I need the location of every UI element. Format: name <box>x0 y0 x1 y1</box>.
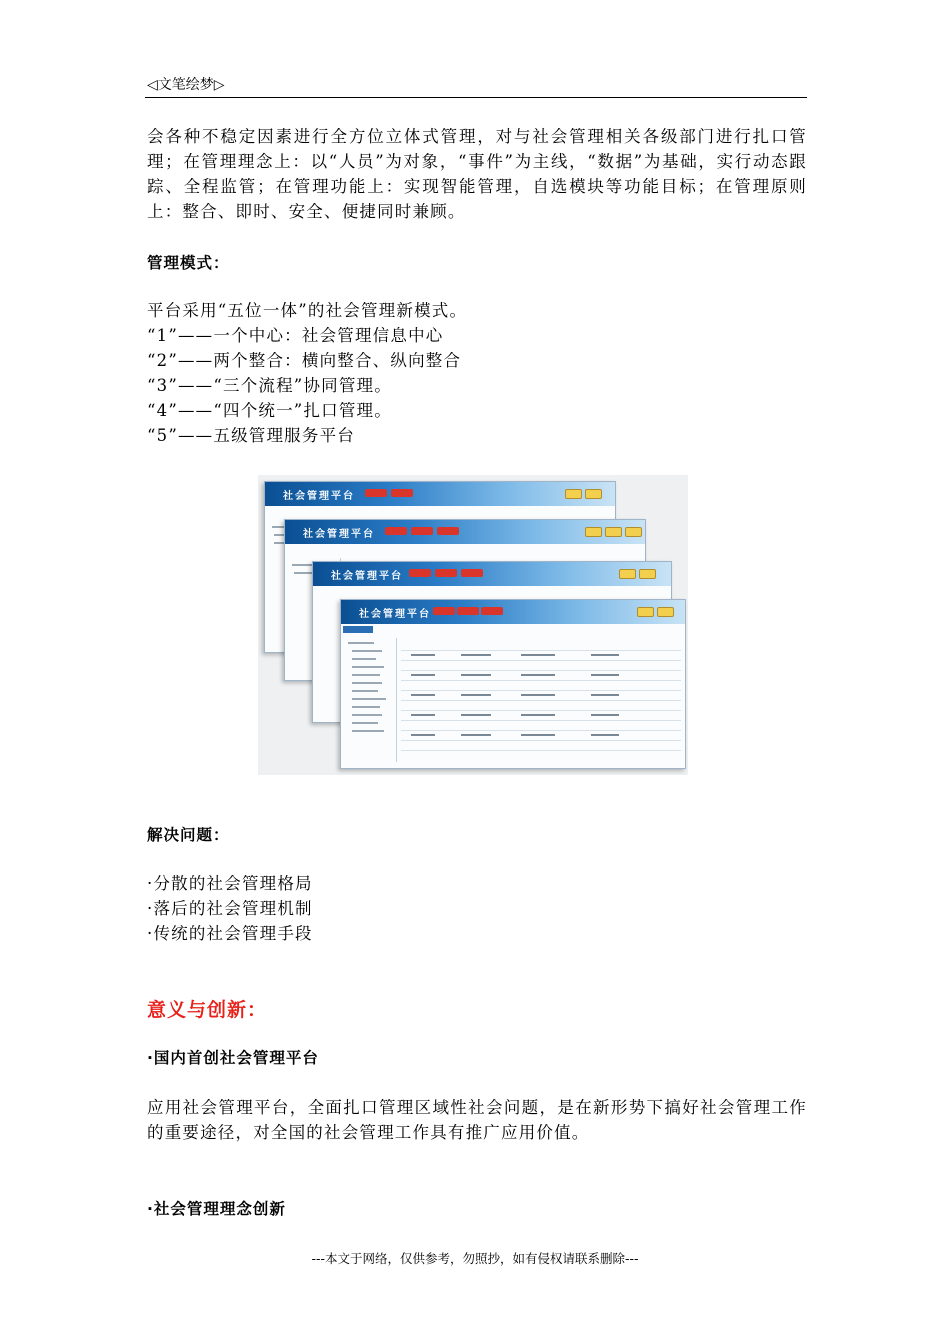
header-rule <box>145 97 807 98</box>
mode-line: “5”——五级管理服务平台 <box>147 426 355 445</box>
problem-item: ·分散的社会管理格局 <box>147 874 313 893</box>
mode-line: “2”——两个整合：横向整合、纵向整合 <box>147 351 462 370</box>
platform-screenshot-figure <box>258 475 688 775</box>
mode-line: “4”——“四个统一”扎口管理。 <box>147 401 392 420</box>
problems-heading: 解决问题： <box>147 826 230 844</box>
innovation-heading: 意义与创新： <box>147 999 268 1021</box>
mode-heading: 管理模式： <box>147 254 230 272</box>
innovation-subheading-1: ·国内首创社会管理平台 <box>147 1049 319 1067</box>
mode-line: 平台采用“五位一体”的社会管理新模式。 <box>147 301 468 320</box>
header-brand: ◁文笔绘梦▷ <box>147 77 225 93</box>
app-window-second: 社会管理平台 <box>284 519 646 681</box>
innovation-subheading-2: ·社会管理理念创新 <box>147 1200 286 1218</box>
mode-line: “1”——一个中心：社会管理信息中心 <box>147 326 444 345</box>
app-window-back: 社会管理平台 <box>264 481 616 653</box>
problem-item: ·落后的社会管理机制 <box>147 899 313 918</box>
footer-disclaimer: ---本文于网络，仅供参考，勿照抄，如有侵权请联系删除--- <box>311 1251 639 1266</box>
intro-paragraph: 会各种不稳定因素进行全方位立体式管理，对与社会管理相关各级部门进行扎口管理；在管理理念上：以“人员”为对象，“事件”为主线，“数据”为基础，实行动态跟踪、全程监管；在管理功能上：实现智能管理，自选模块等功能目标；在管理原则上：整合、即时、安全、便捷同时兼顾。 <box>147 127 807 221</box>
mode-line: “3”——“三个流程”协同管理。 <box>147 376 392 395</box>
innovation-paragraph: 应用社会管理平台，全面扎口管理区域性社会问题，是在新形势下搞好社会管理工作的重要途径，对全国的社会管理工作具有推广应用价值。 <box>147 1098 807 1142</box>
app-window-front: 社会管理平台 <box>340 599 686 769</box>
app-window-third: 社会管理平台 <box>312 561 672 723</box>
problem-item: ·传统的社会管理手段 <box>147 924 313 943</box>
